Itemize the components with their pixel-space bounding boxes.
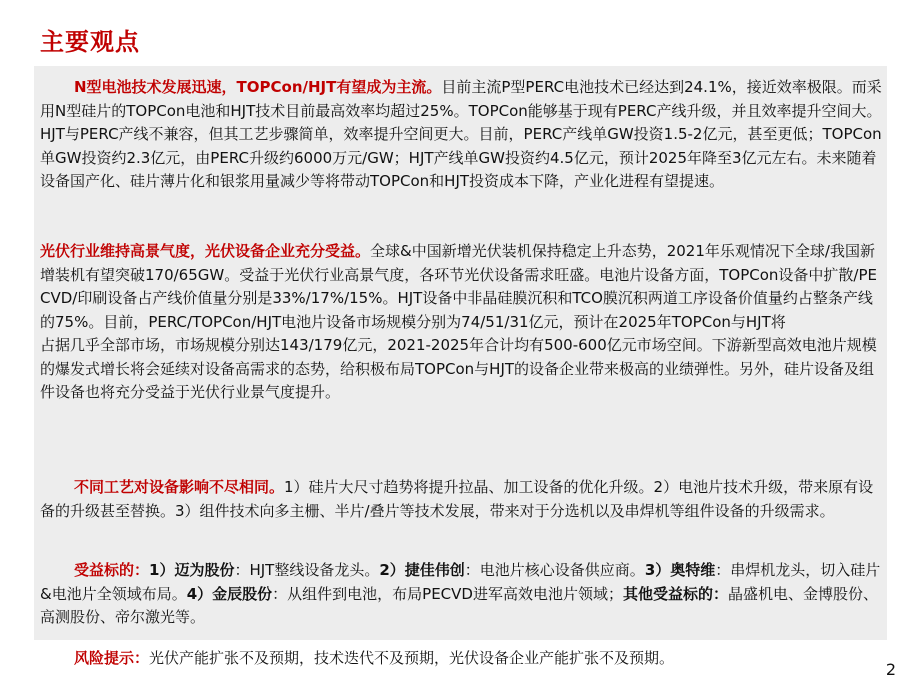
other-beneficiaries: 晶盛机电、金博股份、高测股份、帝尔激光等。 [40,584,878,626]
page-number: 2 [885,660,896,679]
paragraph-heading: 光伏行业维持高景气度，光伏设备企业充分受益。 [40,242,371,260]
risk-body: 光伏产能扩张不及预期，技术迭代不及预期，光伏设备企业产能扩张不及预期。 [149,649,675,667]
paragraph-body-continued: 占据几乎全部市场，市场规模分别达143/179亿元，2021-2025年合计均有500-600亿元市场空间。下游新型高效电池片规模的爆发式增长将会延续对设备高需求的态势，给积极布局TOPCon与HJT的设备企业带来极高的业绩弹性。另外，硅片设备及组件设备也将充分受益于光伏行业景气度提升。 [40,336,877,401]
company-name: 1）迈为股份 [149,561,235,579]
paragraph-heading: 受益标的： [74,561,150,579]
other-beneficiaries-label: 其他受益标的： [622,584,728,603]
risk-warning [74,647,884,671]
paragraph-body: 目前主流P型PERC电池技术已经达到24.1%，接近效率极限。而采用N型硅片的TOPCon电池和HJT技术目前最高效率均超过25%。TOPCon能够基于现有PERC产线升级，并且效率提升空间大。HJT与PERC产线不兼容，但其工艺步骤简单，效率提升空间更大。目前，PERC产线单GW投资1.5-2亿元，甚至更低；TOPCon单GW投资约2.3亿元，由PERC升级约6000万元/GW；HJT产线单GW投资约4.5亿元，预计2025年降至3亿元左右。未来随着设备国产化、硅片薄片化和银浆用量减少等将带动TOPCon和HJT投资成本下降，产业化进程有望提速。 [40,78,882,190]
company-desc: ：HJT整线设备龙头。 [234,561,380,579]
paragraph-heading: N型电池技术发展迅速，TOPCon/HJT有望成为主流。 [74,78,442,96]
paragraph-process-impact [40,476,885,523]
risk-heading: 风险提示： [74,649,150,667]
paragraph-heading: 不同工艺对设备影响不尽相同。 [74,478,285,496]
company-desc: ：从组件到电池，布局PECVD进军高效电池片领域； [272,584,623,603]
company-desc: ：串焊机龙头，切入硅片&电池片全领域布局。 [40,561,881,603]
paragraph-body: 1）硅片大尺寸趋势将提升拉晶、加工设备的优化升级。2）电池片技术升级，带来原有设备的升级甚至替换。3）组件技术向多主栅、半片/叠片等技术发展，带来对于分选机以及串焊机等组件设备的升级需求。 [40,478,874,520]
company-name: 2）捷佳伟创 [379,561,465,579]
page-title: 主要观点 [40,28,140,56]
paragraph-pv-industry [40,240,885,405]
company-desc: ：电池片核心设备供应商。 [464,561,645,579]
company-name: 3）奥特维 [644,561,716,579]
paragraph-n-type-technology [40,76,885,194]
company-name: 4）金辰股份 [186,584,273,603]
paragraph-body: 全球&中国新增光伏装机保持稳定上升态势，2021年乐观情况下全球/我国新增装机有望突破170/65GW。受益于光伏行业高景气度，各环节光伏设备需求旺盛。电池片设备方面，TOPCon设备中扩散/PECVD/印刷设备占产线价值量分别是33%/17%/15%。HJT设备中非晶硅膜沉积和TCO膜沉积两道工序设备价值量约占整条产线的75%。目前，PERC/TOPCon/HJT电池片设备市场规模分别为74/51/31亿元，预计在2025年TOPCon与HJT将 [40,242,877,331]
paragraph-beneficiaries [40,559,885,630]
